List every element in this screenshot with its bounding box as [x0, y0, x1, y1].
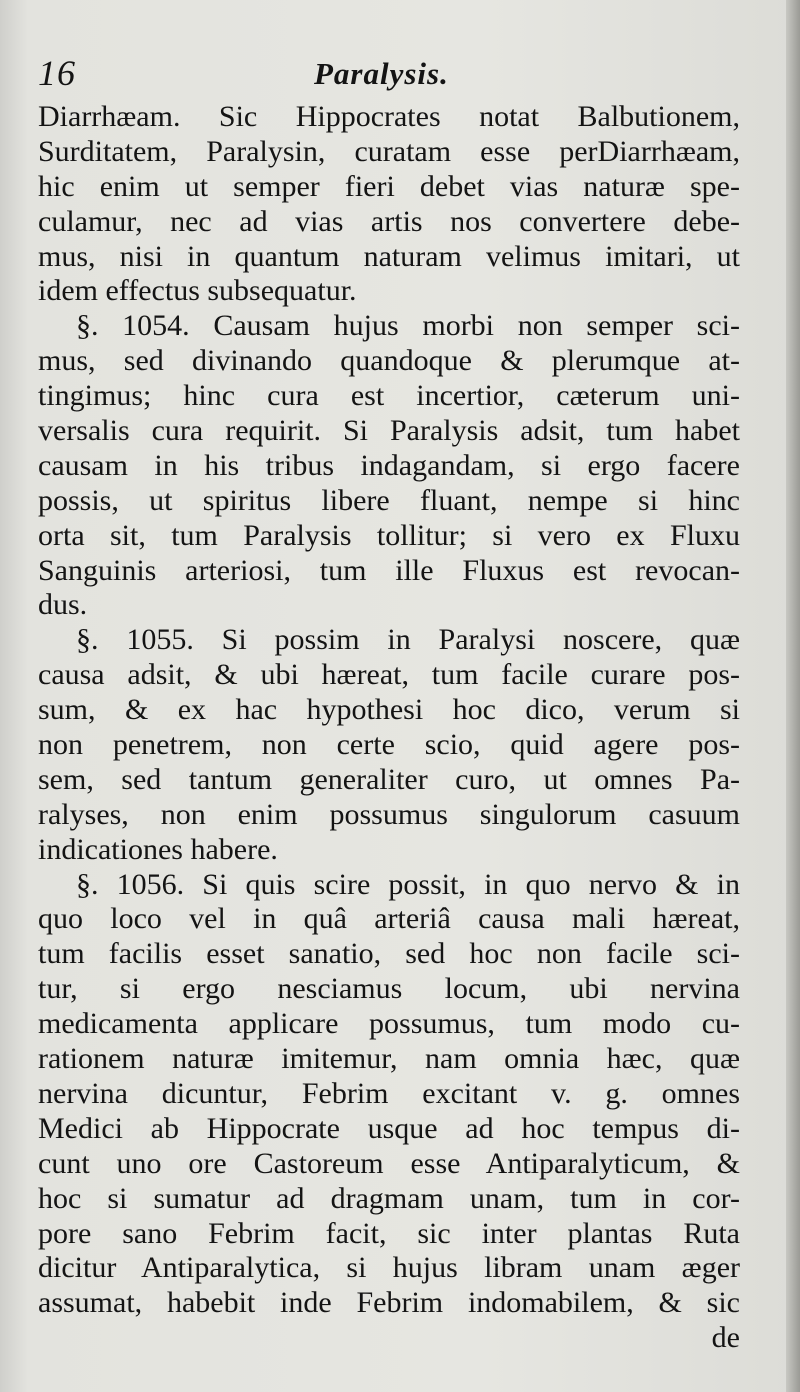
text-line: rationem naturæ imitemur, nam omnia hæc, quæ: [38, 1042, 740, 1076]
text-line: tingimus; hinc cura est incertior, cæterum uni-: [38, 379, 740, 413]
text-line: pore sano Febrim facit, sic inter plantas Ruta: [38, 1216, 740, 1250]
text-line: medicamenta applicare possumus, tum modo cu-: [38, 1007, 740, 1041]
page-header: [30, 52, 750, 102]
text-line: Surditatem, Paralysin, curatam esse perDiarrhæam,: [38, 134, 740, 168]
page-number: 16: [38, 53, 76, 93]
page-edge-shadow: [786, 0, 800, 1392]
running-head: Paralysis.: [314, 56, 449, 91]
text-line: dicitur Antiparalytica, si hujus libram unam æger: [38, 1251, 740, 1285]
text-line: dus.: [38, 588, 88, 622]
text-line: causa adsit, & ubi hæreat, tum facile curare pos-: [38, 658, 740, 692]
text-line: hic enim ut semper fieri debet vias naturæ spe-: [38, 169, 740, 203]
text-line: sem, sed tantum generaliter curo, ut omnes Pa-: [38, 762, 740, 796]
text-line: orta sit, tum Paralysis tollitur; si vero ex Fluxu: [38, 518, 740, 552]
text-line: mus, sed divinando quandoque & plerumque at-: [38, 344, 740, 378]
text-line: tum facilis esset sanatio, sed hoc non facile sci-: [38, 937, 740, 971]
text-line: causam in his tribus indagandam, si ergo facere: [38, 448, 740, 482]
text-line: possis, ut spiritus libere fluant, nempe si hinc: [38, 483, 740, 517]
text-line: Diarrhæam. Sic Hippocrates notat Balbutionem,: [38, 100, 740, 133]
text-line: ralyses, non enim possumus singulorum casuum: [38, 797, 740, 831]
text-line: non penetrem, non certe scio, quid agere pos-: [38, 728, 740, 762]
text-line: idem effectus subsequatur.: [38, 274, 357, 308]
text-line: Medici ab Hippocrate usque ad hoc tempus di-: [38, 1111, 740, 1145]
text-line: versalis cura requirit. Si Paralysis adsit, tum habet: [38, 414, 740, 448]
paragraph-1054-start: §. 1054. Causam hujus morbi non semper sci-: [76, 309, 740, 343]
text-line: hoc si sumatur ad dragmam unam, tum in cor-: [38, 1181, 740, 1215]
text-line: quo loco vel in quâ arteriâ causa mali hæreat,: [38, 902, 740, 936]
text-line: tur, si ergo nesciamus locum, ubi nervina: [38, 972, 740, 1006]
text-line: nervina dicuntur, Febrim excitant v. g. omnes: [38, 1076, 740, 1110]
text-line: culamur, nec ad vias artis nos convertere debe-: [38, 204, 740, 238]
text-line: cunt uno ore Castoreum esse Antiparalyticum, &: [38, 1146, 740, 1180]
paragraph-1055-start: §. 1055. Si possim in Paralysi noscere, quæ: [76, 623, 740, 657]
text-line: indicationes habere.: [38, 832, 278, 866]
body-text: [38, 100, 740, 1356]
paragraph-1056-start: §. 1056. Si quis scire possit, in quo nervo & in: [76, 867, 740, 901]
text-line: Sanguinis arteriosi, tum ille Fluxus est revocan-: [38, 553, 740, 587]
text-line: mus, nisi in quantum naturam velimus imitari, ut: [38, 239, 740, 273]
text-line: assumat, habebit inde Febrim indomabilem, & sic: [38, 1286, 740, 1320]
catchword: de: [711, 1321, 740, 1355]
text-line: sum, & ex hac hypothesi hoc dico, verum si: [38, 693, 740, 727]
